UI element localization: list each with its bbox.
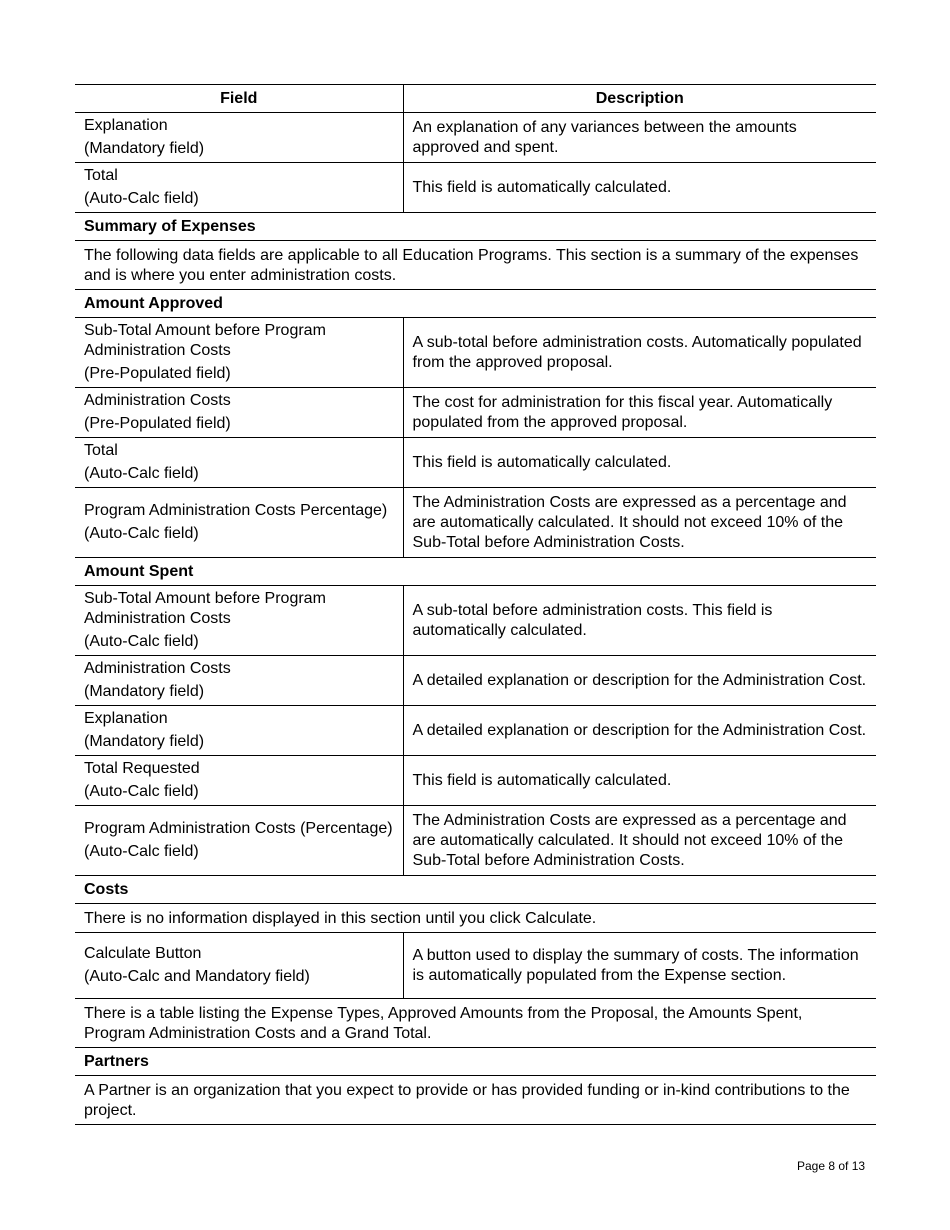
description-cell: A sub-total before administration costs. This field is automatically calculated. (403, 586, 876, 656)
section-heading-row (75, 213, 876, 241)
header-description: Description (403, 85, 876, 113)
field-type: (Auto-Calc field) (84, 190, 199, 207)
summary-paragraph: The following data fields are applicable to all Education Programs. This section is a summary of the expenses and is where you enter administration costs. (75, 241, 876, 290)
field-name: Total (84, 442, 118, 459)
field-type: (Auto-Calc field) (84, 465, 199, 482)
field-name: Administration Costs (84, 660, 231, 677)
field-cell (75, 163, 403, 213)
paragraph-row (75, 1076, 876, 1125)
field-type: (Auto-Calc and Mandatory field) (84, 968, 310, 985)
field-name: Explanation (84, 710, 168, 727)
costs-intro-paragraph: There is no information displayed in this section until you click Calculate. (75, 904, 876, 933)
field-type: (Auto-Calc field) (84, 843, 199, 860)
field-name: Explanation (84, 117, 168, 134)
costs-outro-paragraph: There is a table listing the Expense Types, Approved Amounts from the Proposal, the Amounts Spent, Program Administration Costs and a Grand Total. (75, 999, 876, 1048)
table-row (75, 933, 876, 999)
table-header-row (75, 85, 876, 113)
field-type: (Pre-Populated field) (84, 365, 231, 382)
table-row (75, 706, 876, 756)
field-name: Calculate Button (84, 945, 202, 962)
description-cell: This field is automatically calculated. (403, 438, 876, 488)
field-type: (Mandatory field) (84, 733, 205, 750)
field-type: (Auto-Calc field) (84, 783, 199, 800)
description-cell: A button used to display the summary of costs. The information is automatically populated from the Expense section. (403, 933, 876, 999)
partners-paragraph: A Partner is an organization that you expect to provide or has provided funding or in-kind contributions to the project. (75, 1076, 876, 1125)
description-cell: An explanation of any variances between the amounts approved and spent. (403, 113, 876, 163)
section-title-summary: Summary of Expenses (75, 213, 876, 241)
field-description-table (75, 84, 876, 1125)
document-page (75, 84, 876, 1125)
description-cell: A sub-total before administration costs. Automatically populated from the approved proposal. (403, 318, 876, 388)
table-row (75, 163, 876, 213)
table-row (75, 586, 876, 656)
paragraph-row (75, 904, 876, 933)
page-number: Page 8 of 13 (797, 1159, 866, 1173)
field-name: Program Administration Costs Percentage) (84, 502, 388, 519)
field-type: (Mandatory field) (84, 683, 205, 700)
section-heading-row (75, 876, 876, 904)
field-cell (75, 438, 403, 488)
field-cell (75, 488, 403, 558)
field-cell (75, 706, 403, 756)
description-cell: The Administration Costs are expressed as a percentage and are automatically calculated. It should not exceed 10% of the Sub-Total before Administration Costs. (403, 806, 876, 876)
table-row (75, 388, 876, 438)
section-heading-row (75, 290, 876, 318)
table-row (75, 488, 876, 558)
description-cell: This field is automatically calculated. (403, 756, 876, 806)
field-cell (75, 586, 403, 656)
table-row (75, 318, 876, 388)
header-field: Field (75, 85, 403, 113)
field-name: Sub-Total Amount before Program Administration Costs (84, 590, 326, 627)
paragraph-row (75, 241, 876, 290)
field-name: Total (84, 167, 118, 184)
field-cell (75, 656, 403, 706)
section-heading-row (75, 1048, 876, 1076)
field-name: Total Requested (84, 760, 200, 777)
field-cell (75, 113, 403, 163)
field-type: (Auto-Calc field) (84, 633, 199, 650)
field-name: Administration Costs (84, 392, 231, 409)
description-cell: A detailed explanation or description for the Administration Cost. (403, 706, 876, 756)
table-row (75, 438, 876, 488)
field-type: (Mandatory field) (84, 140, 205, 157)
field-name: Sub-Total Amount before Program Administration Costs (84, 322, 326, 359)
section-title-amount-approved: Amount Approved (75, 290, 876, 318)
table-row (75, 756, 876, 806)
section-title-costs: Costs (75, 876, 876, 904)
field-cell (75, 318, 403, 388)
section-title-amount-spent: Amount Spent (75, 558, 876, 586)
description-cell: The Administration Costs are expressed as a percentage and are automatically calculated. It should not exceed 10% of the Sub-Total before Administration Costs. (403, 488, 876, 558)
description-cell: A detailed explanation or description for the Administration Cost. (403, 656, 876, 706)
field-cell (75, 806, 403, 876)
field-name: Program Administration Costs (Percentage) (84, 820, 393, 837)
description-cell: This field is automatically calculated. (403, 163, 876, 213)
field-cell (75, 388, 403, 438)
field-cell (75, 756, 403, 806)
section-title-partners: Partners (75, 1048, 876, 1076)
table-row (75, 656, 876, 706)
table-row (75, 113, 876, 163)
description-cell: The cost for administration for this fiscal year. Automatically populated from the approved proposal. (403, 388, 876, 438)
table-row (75, 806, 876, 876)
field-cell (75, 933, 403, 999)
field-type: (Pre-Populated field) (84, 415, 231, 432)
paragraph-row (75, 999, 876, 1048)
section-heading-row (75, 558, 876, 586)
field-type: (Auto-Calc field) (84, 525, 199, 542)
